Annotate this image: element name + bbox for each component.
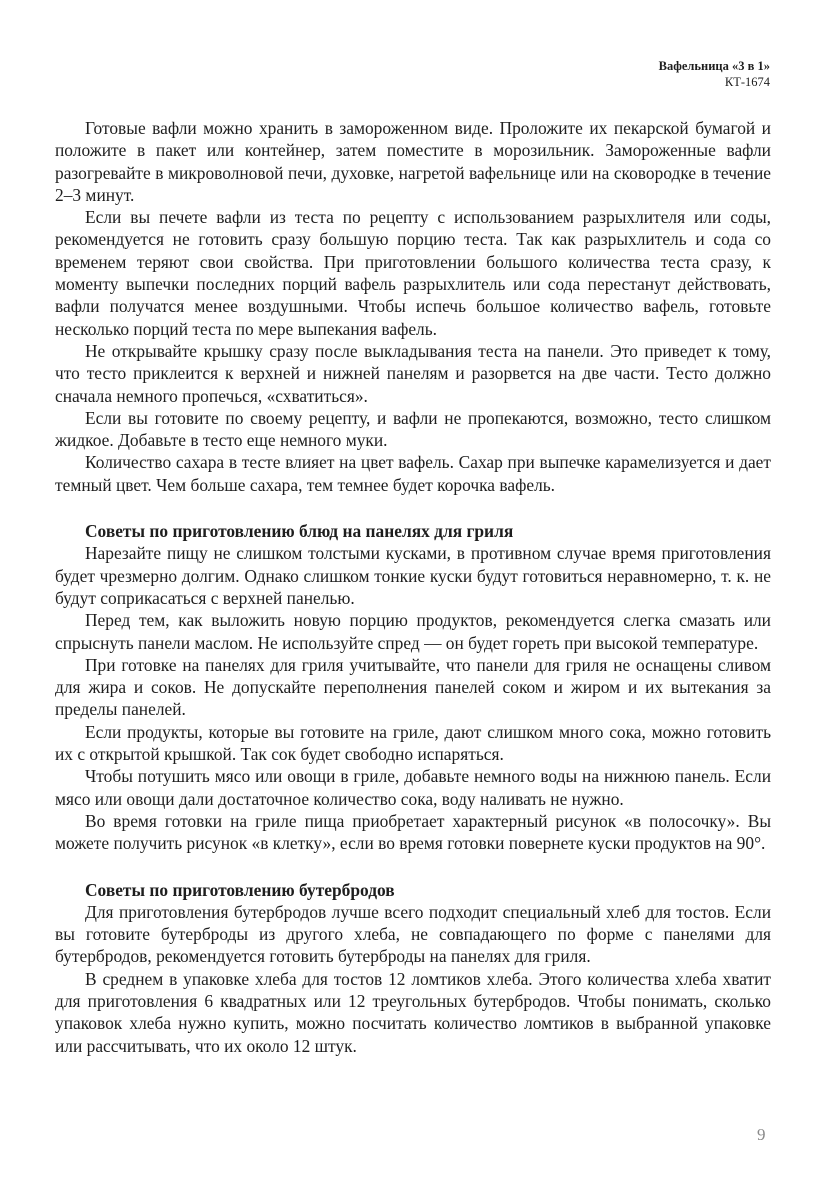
paragraph: Если вы готовите по своему рецепту, и вафли не пропекаются, возможно, тесто слишком жидкое. Добавьте в тесто еще немного муки. bbox=[55, 407, 771, 451]
product-model-code: КТ-1674 bbox=[724, 75, 770, 89]
paragraph: Во время готовки на гриле пища приобретает характерный рисунок «в полосочку». Вы можете получить рисунок «в клетку», если во время готовки повернете куски продуктов на 90°. bbox=[55, 810, 771, 854]
paragraph: Не открывайте крышку сразу после выкладывания теста на панели. Это приведет к тому, что тесто приклеится к верхней и нижней панелям и разорвется на две части. Тесто должно сначала немного пропечься, «схватиться». bbox=[55, 340, 771, 406]
section-gap bbox=[55, 855, 771, 879]
paragraph: Для приготовления бутербродов лучше всего подходит специальный хлеб для тостов. Если вы готовите бутерброды из другого хлеба, не совпадающего по форме с панелями для бутербродов, рекомендуется готовить бутерброды на панелях для гриля. bbox=[55, 901, 771, 967]
paragraph: При готовке на панелях для гриля учитывайте, что панели для гриля не оснащены сливом для жира и соков. Не допускайте переполнения панелей соком и жиром и их вытекания за пределы панелей. bbox=[55, 654, 771, 720]
paragraph: Перед тем, как выложить новую порцию продуктов, рекомендуется слегка смазать или спрыснуть панели маслом. Не используйте спред — он будет гореть при высокой температуре. bbox=[55, 610, 771, 653]
paragraph: Готовые вафли можно хранить в замороженном виде. Проложите их пекарской бумагой и положите в пакет или контейнер, затем поместите в морозильник. Замороженные вафли разогревайте в микроволновой печи, духовке, нагретой вафельнице или на сковородке в течение 2–3 минут. bbox=[55, 118, 771, 205]
section-heading-grill: Советы по приготовлению блюд на панелях для гриля bbox=[85, 521, 514, 542]
section-gap bbox=[55, 496, 771, 520]
paragraph: В среднем в упаковке хлеба для тостов 12 ломтиков хлеба. Этого количества хлеба хватит для приготовления 6 квадратных или 12 треугольных бутербродов. Чтобы понимать, сколько упаковок хлеба нужно купить, можно посчитать количество ломтиков в выбранной упаковке или рассчитывать, что их около 12 штук. bbox=[55, 968, 771, 1056]
paragraph: Количество сахара в тесте влияет на цвет вафель. Сахар при выпечке карамелизуется и дает темный цвет. Чем больше сахара, тем темнее будет корочка вафель. bbox=[55, 452, 771, 495]
paragraph: Если вы печете вафли из теста по рецепту с использованием разрыхлителя или соды, рекомендуется не готовить сразу большую порцию теста. Так как разрыхлитель и сода со временем теряют свои свойства. При приготовлении большого количества теста сразу, к моменту выпечки последних порций вафель разрыхлитель или сода перестанут действовать, вафли получатся менее воздушными. Чтобы испечь большое количество вафель, готовьте несколько порций теста по мере выпекания вафель. bbox=[55, 207, 771, 339]
paragraph: Чтобы потушить мясо или овощи в гриле, добавьте немного воды на нижнюю панель. Если мясо или овощи дали достаточное количество сока, воду наливать не нужно. bbox=[55, 766, 771, 809]
paragraph: Если продукты, которые вы готовите на гриле, дают слишком много сока, можно готовить их с открытой крышкой. Так сок будет свободно испаряться. bbox=[55, 721, 771, 765]
section-heading-sandwiches: Советы по приготовлению бутербродов bbox=[85, 879, 395, 900]
page-content bbox=[55, 117, 771, 1057]
page-number: 9 bbox=[757, 1125, 766, 1144]
paragraph: Нарезайте пищу не слишком толстыми кусками, в противном случае время приготовления будет чрезмерно долгим. Однако слишком тонкие куски будут готовиться неравномерно, т. к. не будут соприкасаться с верхней панелью. bbox=[55, 543, 771, 608]
product-title: Вафельница «3 в 1» bbox=[658, 59, 770, 73]
page-header bbox=[659, 58, 770, 90]
